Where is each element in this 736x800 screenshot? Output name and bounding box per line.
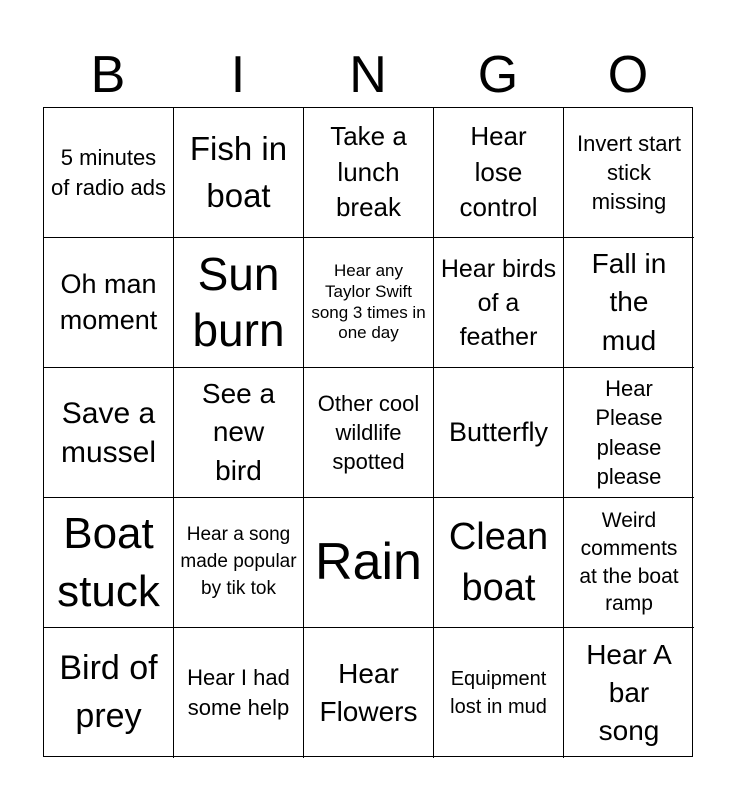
bingo-cell[interactable] — [564, 238, 694, 368]
bingo-cell[interactable] — [44, 108, 174, 238]
bingo-cell[interactable] — [434, 108, 564, 238]
cell-label: Hear Please please please — [595, 376, 663, 489]
bingo-cell[interactable] — [44, 368, 174, 498]
bingo-cell[interactable] — [304, 108, 434, 238]
bingo-cell[interactable] — [304, 498, 434, 628]
bingo-cell[interactable] — [434, 238, 564, 368]
bingo-cell[interactable] — [174, 628, 304, 758]
cell-label: Hear lose control — [459, 121, 538, 223]
cell-label: Invert start stick missing — [577, 130, 681, 215]
cell-label: Oh man moment — [59, 269, 158, 335]
cell-label: Bird of prey — [59, 649, 158, 735]
bingo-cell[interactable] — [304, 628, 434, 758]
cell-label: Hear any Taylor Swift song 3 times in one day — [311, 261, 426, 343]
bingo-cell[interactable] — [304, 368, 434, 498]
cell-label: Fall in the mud — [591, 248, 667, 356]
bingo-header — [43, 44, 693, 106]
header-letter-i: I — [230, 46, 246, 104]
bingo-cell[interactable] — [564, 108, 694, 238]
header-letter-b: B — [90, 46, 126, 104]
bingo-cell[interactable] — [174, 368, 304, 498]
bingo-cell[interactable] — [44, 498, 174, 628]
header-letter-n: N — [349, 46, 387, 104]
cell-label: See a new bird — [201, 378, 276, 486]
cell-label: Rain — [315, 532, 422, 591]
bingo-cell[interactable] — [434, 368, 564, 498]
cell-label: Hear Flowers — [319, 657, 418, 727]
cell-label: Hear birds of a feather — [440, 254, 557, 351]
bingo-cell[interactable] — [564, 498, 694, 628]
bingo-cell[interactable] — [564, 628, 694, 758]
cell-label: Butterfly — [448, 417, 549, 448]
cell-label: Hear a song made popular by tik tok — [180, 524, 297, 599]
cell-label: Fish in boat — [189, 130, 288, 214]
bingo-cell[interactable] — [174, 108, 304, 238]
cell-label: Save a mussel — [60, 396, 157, 469]
cell-label: Equipment lost in mud — [450, 667, 547, 718]
header-letter-o: O — [607, 46, 649, 104]
cell-label: Sun burn — [192, 248, 285, 356]
bingo-cell[interactable] — [434, 628, 564, 758]
cell-label: 5 minutes of radio ads — [51, 145, 166, 200]
bingo-cell[interactable] — [174, 498, 304, 628]
cell-label: Hear I had some help — [187, 664, 290, 720]
cell-label: Take a lunch break — [330, 121, 407, 223]
bingo-cell[interactable] — [564, 368, 694, 498]
cell-label: Clean boat — [448, 515, 549, 609]
cell-label: Boat stuck — [57, 509, 160, 616]
bingo-board — [43, 107, 693, 757]
bingo-cell[interactable] — [44, 628, 174, 758]
bingo-cell[interactable] — [44, 238, 174, 368]
bingo-cell[interactable] — [174, 238, 304, 368]
cell-label: Hear A bar song — [586, 638, 672, 747]
bingo-cell[interactable] — [304, 238, 434, 368]
header-letter-g: G — [477, 46, 519, 104]
cell-label: Weird comments at the boat ramp — [579, 509, 679, 616]
bingo-cell[interactable] — [434, 498, 564, 628]
cell-label: Other cool wildlife spotted — [317, 390, 420, 475]
